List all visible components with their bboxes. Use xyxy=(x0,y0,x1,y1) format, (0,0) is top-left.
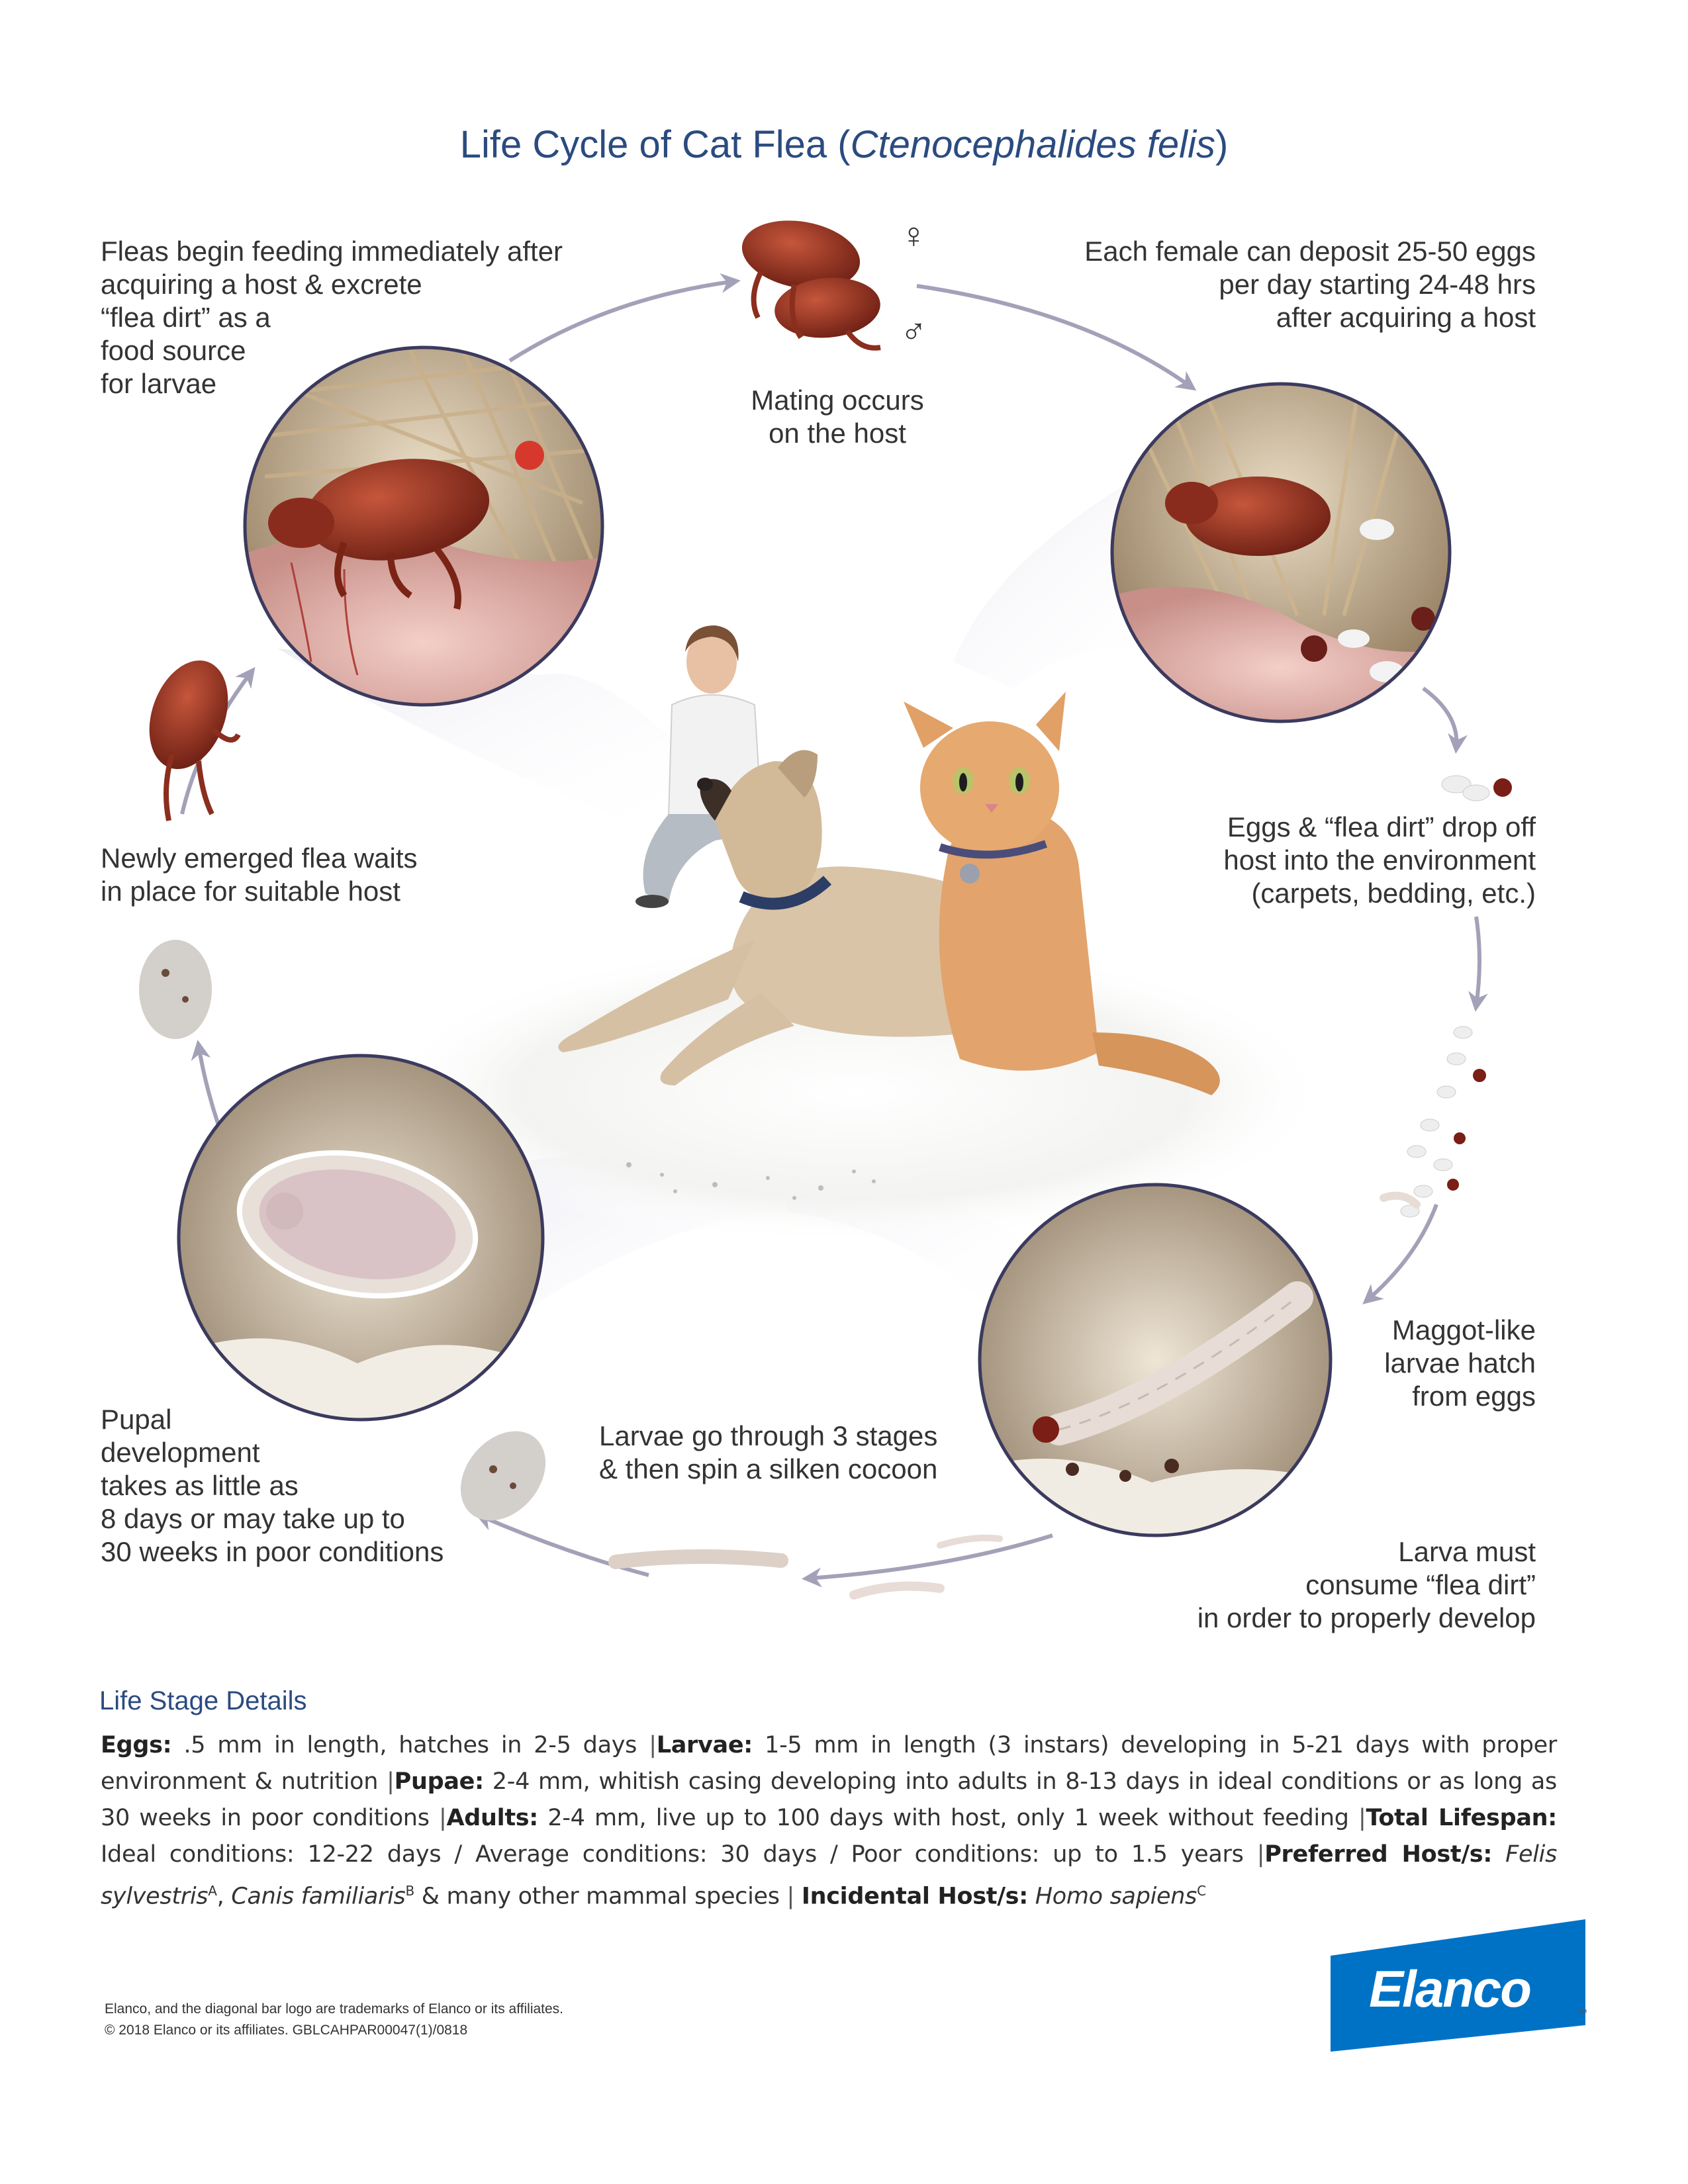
caption-larva-must: Larva must consume “flea dirt” in order to properly develop xyxy=(1197,1536,1536,1633)
caption-emerged: Newly emerged flea waits in place for suitable host xyxy=(101,842,418,907)
adults-label: Adults: xyxy=(446,1805,538,1831)
page-title: Life Cycle of Cat Flea (Ctenocephalides felis) xyxy=(459,123,1229,166)
caption-larvae-hatch: Maggot-like larvae hatch from eggs xyxy=(1384,1314,1536,1412)
caption-pupal: Pupal development takes as little as 8 days or may take up to 30 weeks in poor conditions xyxy=(101,1404,444,1567)
mating-fleas-illustration xyxy=(737,212,883,348)
trademark-symbol: ™ xyxy=(1578,2007,1587,2018)
elanco-logo-text: Elanco xyxy=(1369,1960,1530,2018)
trademark-footer: Elanco, and the diagonal bar logo are trademarks of Elanco or its affiliates. © 2018 Elanco or its affiliates. GBLCAHPAR00047(1)/0818 xyxy=(105,2001,564,2038)
lifespan-label: Total Lifespan: xyxy=(1366,1805,1557,1831)
female-symbol: ♀ xyxy=(900,216,927,255)
male-symbol: ♂ xyxy=(900,312,927,351)
caption-larvae-stages: Larvae go through 3 stages & then spin a silken cocoon xyxy=(599,1420,938,1484)
eggs-label: Eggs: xyxy=(101,1732,172,1758)
incidental-host-label: Incidental Host/s: xyxy=(801,1883,1028,1910)
life-stage-details: Eggs: .5 mm in length, hatches in 2-5 days |Larvae: 1-5 mm in length (3 instars) developing in 5-21 days with proper environment & nutrition |Pupae: 2-4 mm, whitish casing developing into adults in 8-13 days in ideal conditions or as long as 30 weeks in poor conditions |Adults: 2-4 mm, live up to 100 days with host, only 1 week without feeding |Total Lifespan: Ideal conditions: 12-22 days / Average conditions: 30 days / Poor conditions: up to 1.5 years |Preferred Host/s: Felis sylvestris$^A$, Canis familiaris$^B$ & many other mammal species | Incidental Host/s: Homo sapiens$^C$ xyxy=(101,1732,1558,1910)
larvae-illustration xyxy=(616,1538,1000,1595)
details-heading: Life Stage Details xyxy=(99,1686,307,1715)
caption-eggs-drop: Eggs & “flea dirt” drop off host into the environment (carpets, bedding, etc.) xyxy=(1223,811,1536,909)
preferred-host-label: Preferred Host/s: xyxy=(1264,1841,1493,1868)
larvae-label: Larvae: xyxy=(656,1732,753,1758)
caption-mating: Mating occurs on the host xyxy=(751,385,924,449)
caption-feeding: Fleas begin feeding immediately after acquiring a host & excrete “flea dirt” as a food source for larvae xyxy=(101,236,563,399)
caption-eggs-laid: Each female can deposit 25-50 eggs per day starting 24-48 hrs after acquiring a host xyxy=(1084,236,1536,333)
pupae-label: Pupae: xyxy=(394,1768,484,1795)
egg-laying-circle xyxy=(1112,384,1450,721)
